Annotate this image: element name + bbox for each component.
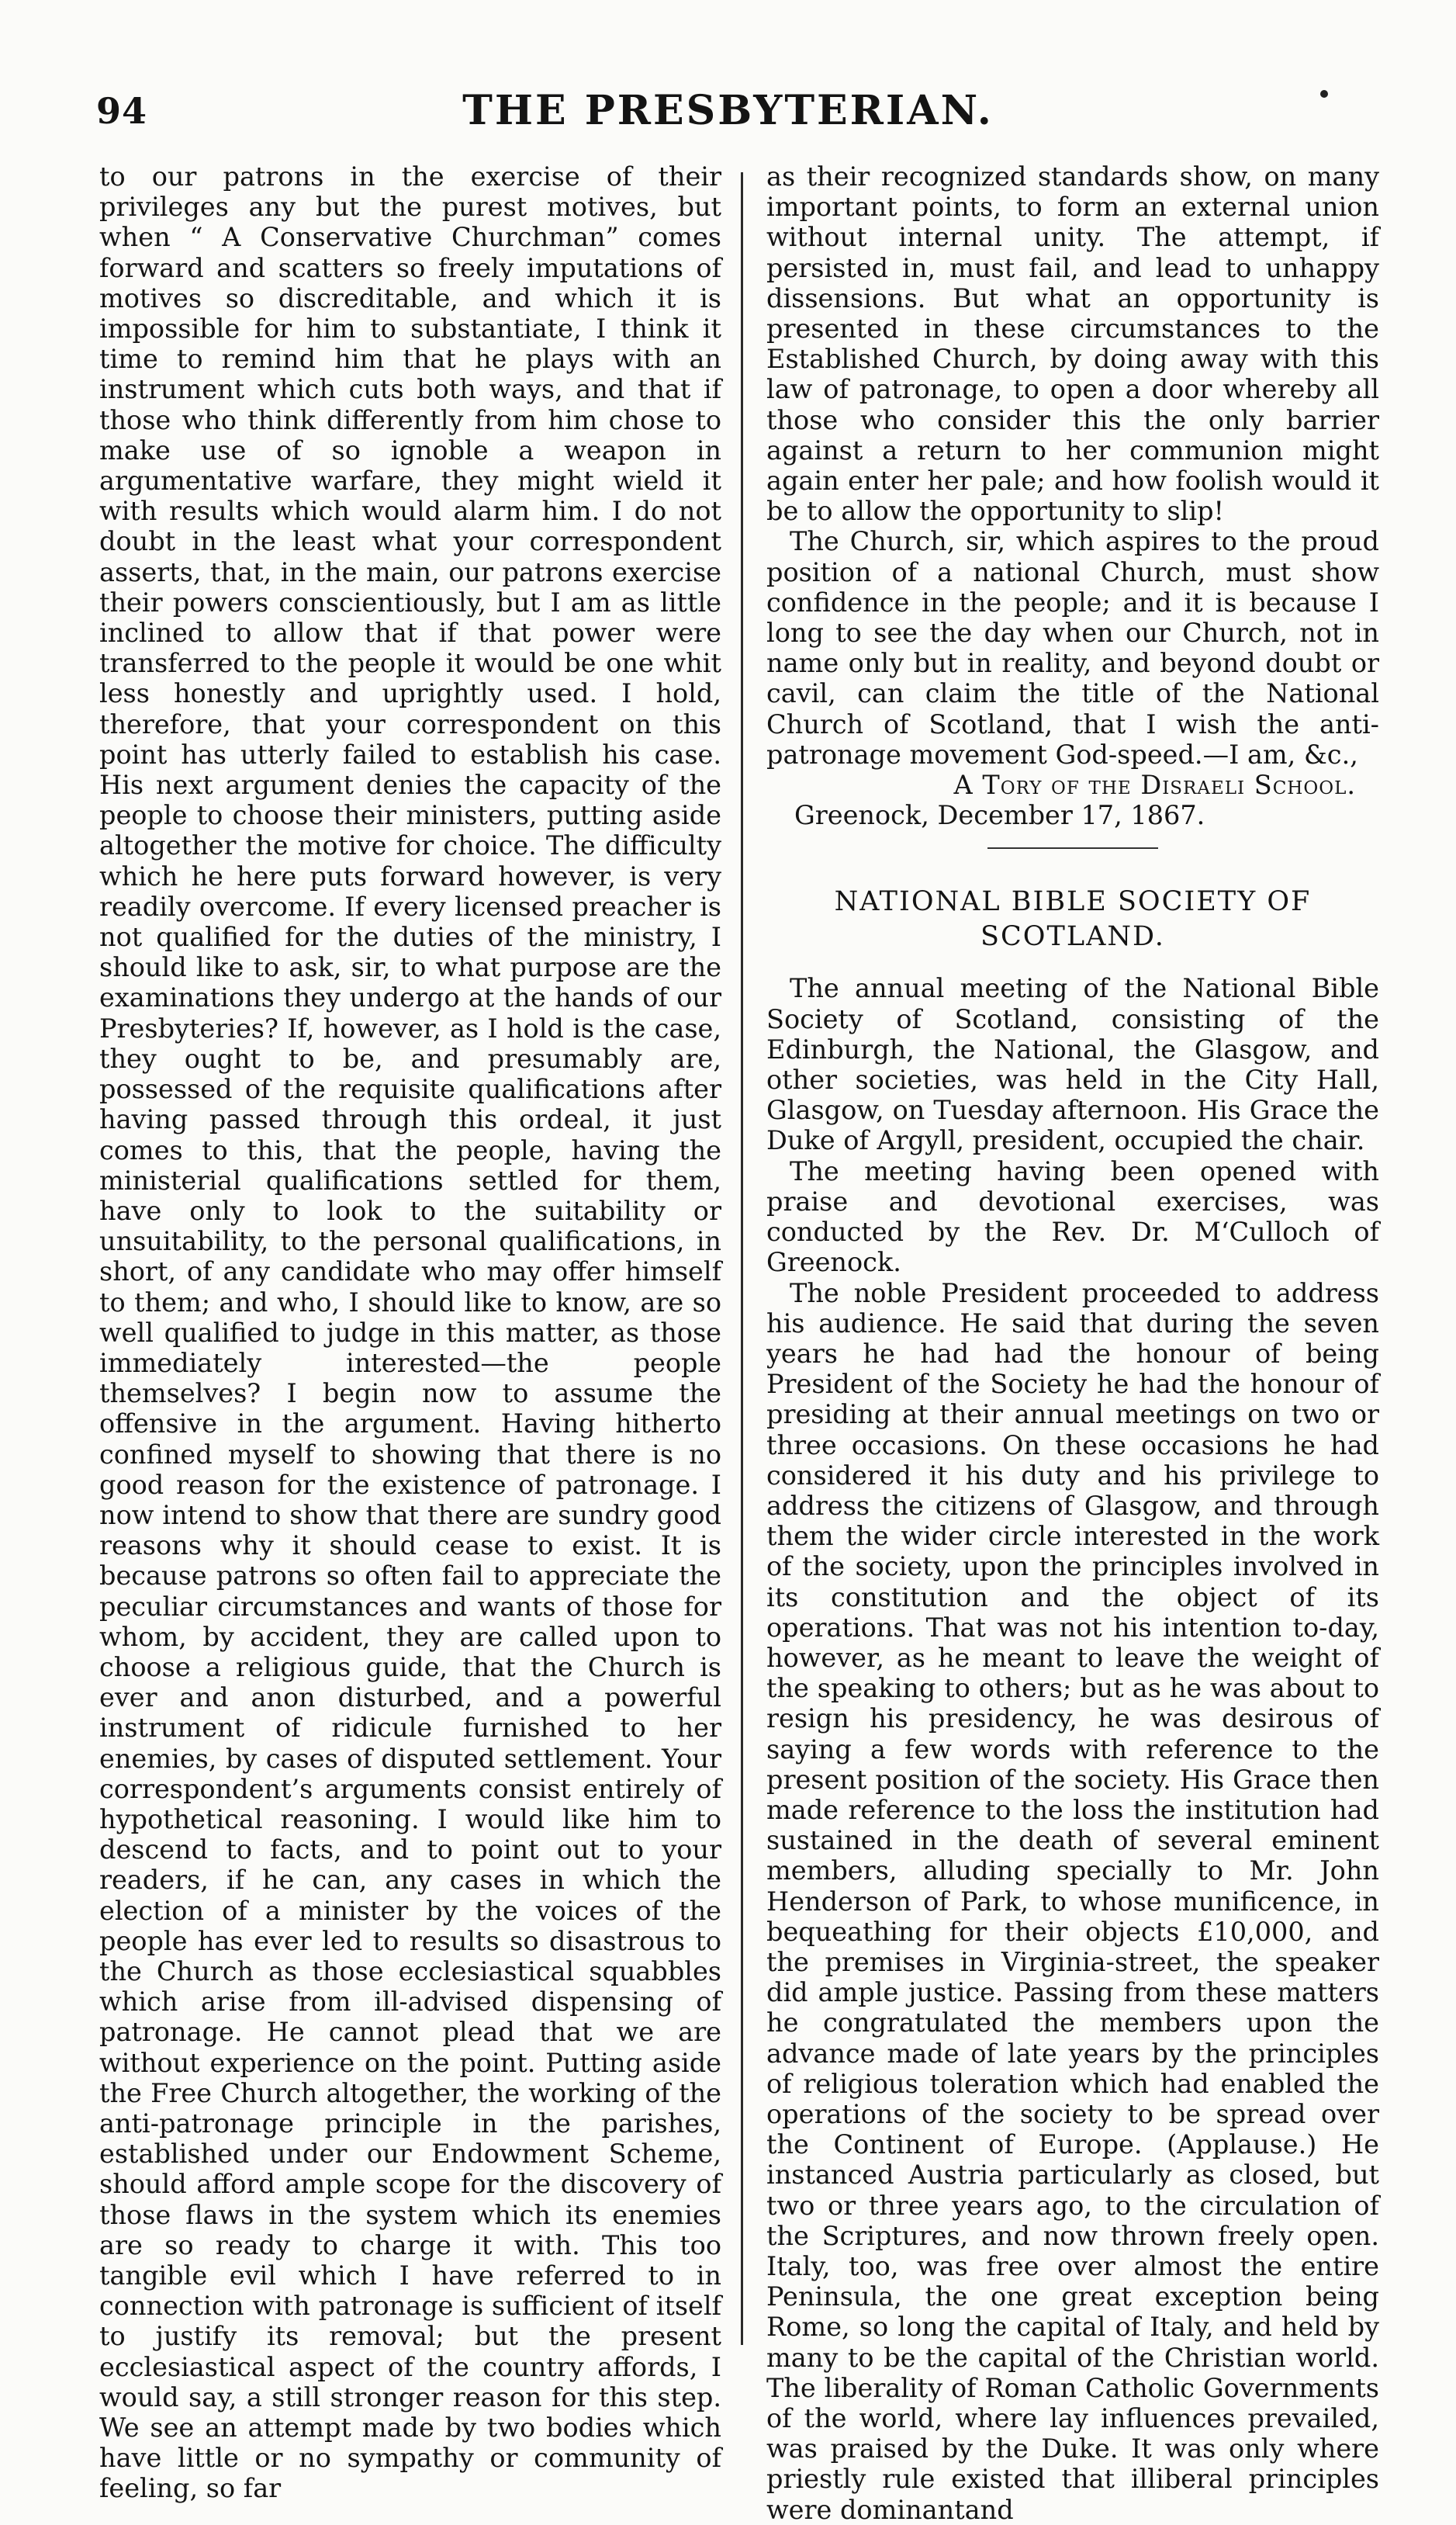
- right-column: [766, 161, 1379, 2525]
- journal-title: THE PRESBYTERIAN.: [462, 87, 994, 134]
- page-number: 94: [96, 90, 148, 132]
- article-paragraph: The meeting having been opened with praise and devotional exercises, was conducted by the Rev. Dr. M‘Culloch of Greenock.: [766, 1155, 1379, 1278]
- letter-paragraph: as their recognized standards show, on many important points, to form an external union without internal unity. The attempt, if persisted in, must fail, and lead to unhappy dissensions. But what an opportunity is presented in these circumstances to the Established Church, by doing away with this law of patronage, to open a door whereby all those who consider this the only barrier against a return to her communion might again enter her pale; and how foolish would it be to allow the opportunity to slip!: [766, 161, 1379, 527]
- article-paragraph: The noble President proceeded to address his audience. He said that during the seven years he had had the honour of being President of the Society he had the honour of presiding at their annual meetings on two or three occasions. On these occasions he had considered it his duty and his privilege to address the citizens of Glasgow, and through them the wider circle interested in the work of the society, upon the principles involved in its constitution and the object of its operations. That was not his intention to-day, however, as he meant to leave the weight of the speaking to others; but as he was about to resign his presidency, he was desirous of saying a few words with reference to the present position of the society. His Grace then made reference to the loss the institution had sustained in the death of several eminent members, alluding specially to Mr. John Henderson of Park, to whose munificence, in bequeathing for their objects £10,000, and the premises in Virginia-street, the speaker did ample justice. Passing from these matters he congratulated the members upon the advance made of late years by the principles of religious toleration which had enabled the operations of the society to be spread over the Continent of Europe. (Applause.) He instanced Austria particularly as closed, but two or three years ago, to the circulation of the Scriptures, and now thrown freely open. Italy, too, was free over almost the entire Peninsula, the one great exception being Rome, so long the capital of Italy, and held by many to be the capital of the Christian world. The liberality of Roman Catholic Governments of the world, where lay influences prevailed, was praised by the Duke. It was only where priestly rule existed that illiberal principles were dominantand: [766, 1277, 1379, 2525]
- article-paragraph: The annual meeting of the National Bible Society of Scotland, consisting of the Edinburgh, the National, the Glasgow, and other societies, was held in the City Hall, Glasgow, on Tuesday afternoon. His Grace the Duke of Argyll, president, occupied the chair.: [766, 973, 1379, 1156]
- left-column: [99, 161, 721, 2504]
- printer-mark: [1320, 90, 1328, 98]
- section-divider: [987, 847, 1158, 849]
- letter-paragraph: to our patrons in the exercise of their privileges any but the purest motives, but when “ A Conservative Churchman” comes forward and scatters so freely imputations of motives so discreditable, and which it is impossible for him to substantiate, I think it time to remind him that he plays with an instrument which cuts both ways, and that if those who think differently from him chose to make use of so ignoble a weapon in argumentative warfare, they might wield it with results which would alarm him. I do not doubt in the least what your correspondent asserts, that, in the main, our patrons exercise their powers conscientiously, but I am as little inclined to allow that if that power were transferred to the people it would be one whit less honestly and uprightly used. I hold, therefore, that your correspondent on this point has utterly failed to establish his case. His next argument denies the capacity of the people to choose their ministers, putting aside altogether the motive for choice. The difficulty which he here puts forward however, is very readily overcome. If every licensed preacher is not qualified for the duties of the ministry, I should like to ask, sir, to what purpose are the examinations they undergo at the hands of our Presbyteries? If, however, as I hold is the case, they ought to be, and presumably are, possessed of the requisite qualifications after having passed through this ordeal, it just comes to this, that the people, having the ministerial qualifications settled for them, have only to look to the suitability or unsuitability, to the personal qualifications, in short, of any candidate who may offer himself to them; and who, I should like to know, are so well qualified to judge in this matter, as those immediately interested—the people themselves? I begin now to assume the offensive in the argument. Having hitherto confined myself to showing that there is no good reason for the existence of patronage. I now intend to show that there are sundry good reasons why it should cease to exist. It is because patrons so often fail to appreciate the peculiar circumstances and wants of those for whom, by accident, they are called upon to choose a religious guide, that the Church is ever and anon disturbed, and a powerful instrument of ridicule furnished to her enemies, by cases of disputed settlement. Your correspondent’s arguments consist entirely of hypothetical reasoning. I would like him to descend to facts, and to point out to your readers, if he can, any cases in which the election of a minister by the voices of the people has ever led to results so disastrous to the Church as those ecclesiastical squabbles which arise from ill-advised dispensing of patronage. He cannot plead that we are without experience on the point. Putting aside the Free Church altogether, the working of the anti-patronage principle in the parishes, established under our Endowment Scheme, should afford ample scope for the discovery of those flaws in the system which its enemies are so ready to charge it with. This too tangible evil which I have referred to in connection with patronage is sufficient of itself to justify its removal; but the present ecclesiastical aspect of the country affords, I would say, a still stronger reason for this step. We see an attempt made by two bodies which have little or no sympathy or community of feeling, so far: [99, 161, 721, 2504]
- letter-signature: A Tory of the Disraeli School.: [953, 770, 1356, 801]
- column-divider: [741, 172, 743, 2345]
- letter-paragraph: The Church, sir, which aspires to the proud position of a national Church, must show confidence in the people; and it is because I long to see the day when our Church, not in name only but in reality, and beyond doubt or cavil, can claim the title of the National Church of Scotland, that I wish the anti-patronage movement God-speed.—I am, &c.,: [766, 526, 1379, 770]
- letter-place-date: Greenock, December 17, 1867.: [794, 800, 1205, 831]
- section-heading: NATIONAL BIBLE SOCIETY OF SCOTLAND.: [834, 886, 1312, 953]
